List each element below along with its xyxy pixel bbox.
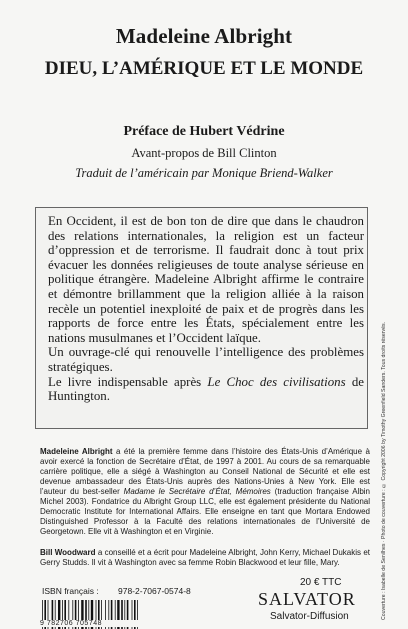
foreword-credit: Avant-propos de Bill Clinton — [131, 146, 277, 160]
barcode-digits: 9 782706 705748 — [40, 620, 148, 627]
author-name: Madeleine Albright — [115, 24, 293, 48]
preface-credit: Préface de Hubert Védrine — [123, 124, 285, 139]
coauthor-biography — [40, 548, 370, 568]
coauthor-text: a conseillé et a écrit pour Madeleine Albright, John Kerry, Michael Dukakis et Gerry Studds. Il vit à Washington avec sa femme Robin Blackwood et leur fille, Mary. — [40, 548, 370, 567]
cover-credits: Couverture : Isabelle de Senilhes · Photo de couverture : © Copyright 2006 by Timothy Greenfield Sanders. Tous droits réservés. — [381, 322, 387, 620]
author-biography — [40, 447, 370, 537]
translator-credit: Traduit de l’américain par Monique Briend-Walker — [75, 166, 333, 180]
summary-text — [48, 214, 364, 404]
bio-author-name: Madeleine Albright — [40, 447, 113, 456]
summary-paragraph-1: En Occident, il est de bon ton de dire que dans le chaudron des relations internationales, la religion est un facteur d’oppression et de terrorisme. Il faudrait donc à tout prix évacuer les données religieuses de toute analyse sérieuse en politique étrangère. Madeleine Albright affirme le contraire et démontre brillamment que la religion alliée à la raison recèle un potentiel inexploité de paix et de progrès dans les rapports de force entre les États, spécialement entre les nations musulmanes et l’Occident laïque. — [48, 214, 364, 345]
bio-text-b: (traduction française Albin Michel 2003). Fondatrice du Albright Group LLC, elle est également présidente du National Democratic Institute for International Affairs. Elle enseigne en tant que Mortara Endowed Distinguished Professor à la Faculté des relations internationales de l’Université de Georgetown. Elle vit à Washington et en Virginie. — [40, 487, 371, 536]
summary-box — [35, 207, 368, 429]
bio-book-title: Madame le Secrétaire d’État, Mémoires — [123, 487, 271, 496]
bio-text-a: a été la première femme dans l’histoire des États-Unis d’Amérique à avoir exercé la fonction de Secrétaire d’État, de 1997 à 2001. Au cours de sa remarquable carrière politique, elle a siégé à Washington au Conseil National de Sécurité et elle est devenue ambassadeur des États-Unis auprès des Nations-Unies à New York. Elle est l’auteur du best-seller — [40, 447, 371, 496]
book-title: DIEU, L’AMÉRIQUE ET LE MONDE — [44, 58, 364, 79]
summary-paragraph-2: Un ouvrage-clé qui renouvelle l’intelligence des problèmes stratégiques. — [48, 345, 364, 374]
coauthor-name: Bill Woodward — [40, 548, 96, 557]
isbn-number: 978-2-7067-0574-8 — [118, 586, 191, 596]
summary-paragraph-3 — [48, 375, 364, 404]
distributor: Salvator-Diffusion — [270, 611, 349, 622]
publisher-logo: SALVATOR — [258, 589, 356, 609]
isbn-label: ISBN français : — [42, 586, 99, 596]
isbn-line — [42, 586, 191, 596]
summary-p3-lead: Le livre indispensable après — [48, 374, 208, 389]
summary-p3-tail: de Huntington. — [48, 374, 364, 404]
summary-p3-book-title: Le Choc des civilisations — [207, 374, 346, 389]
price: 20 € TTC — [300, 577, 342, 588]
